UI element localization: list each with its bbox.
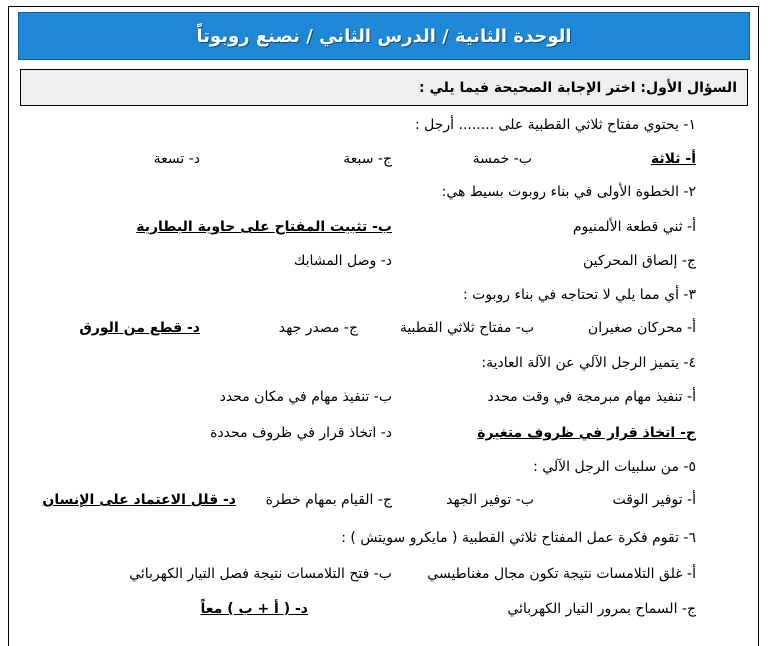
question-1: ١- يحتوي مفتاح ثلاثي القطبية على ........ أرجل : <box>414 117 696 133</box>
q3-option-c: ج- مصدر جهد <box>278 320 358 336</box>
q4-option-c: ج- اتخاذ قرار في ظروف متغيرة <box>477 425 696 441</box>
q6-option-b: ب- فتح التلامسات نتيجة فصل التيار الكهربائي <box>129 566 392 582</box>
lesson-banner <box>18 12 750 60</box>
q4-option-d: د- اتخاذ قرار في ظروف محددة <box>210 425 392 441</box>
q4-option-b: ب- تنفيذ مهام في مكان محدد <box>219 389 392 405</box>
q1-option-a: أ- ثلاثة <box>650 151 696 167</box>
q2-option-a: أ- ثني قطعة الألمنيوم <box>572 219 696 235</box>
q6-option-a: أ- غلق التلامسات نتيجة تكون مجال مغناطيسي <box>427 566 696 582</box>
q5-option-d: د- قلل الاعتماد على الإنسان <box>42 492 236 508</box>
section-title-box <box>20 69 748 106</box>
question-6: ٦- تقوم فكرة عمل المفتاح ثلاثي القطبية ( مايكرو سويتش ) : <box>341 530 696 546</box>
q1-option-c: ج- سبعة <box>343 151 392 167</box>
q5-option-a: أ- توفير الوقت <box>612 492 696 508</box>
q2-option-d: د- وصل المشابك <box>293 253 392 269</box>
question-3: ٣- أي مما يلي لا تحتاجه في بناء روبوت : <box>463 287 696 303</box>
section-title: السؤال الأول: اختر الإجابة الصحيحة فيما يلي : <box>419 79 737 96</box>
q3-option-d: د- قطع من الورق <box>79 320 200 336</box>
q3-option-b: ب- مفتاح ثلاثي القطبية <box>399 320 534 336</box>
q6-option-d: د- ( أ + ب ) معاً <box>200 601 308 617</box>
q1-option-d: د- تسعة <box>153 151 200 167</box>
question-4: ٤- يتميز الرجل الآلي عن الآلة العادية: <box>481 355 696 371</box>
question-2: ٢- الخطوة الأولى في بناء روبوت بسيط هي: <box>441 184 696 200</box>
q6-option-c: ج- السماح بمرور التيار الكهربائي <box>507 601 696 617</box>
lesson-title: الوحدة الثانية / الدرس الثاني / نصنع روبوتاً <box>196 25 572 47</box>
q3-option-a: أ- محركان صغيران <box>587 320 696 336</box>
q1-option-b: ب- خمسة <box>472 151 532 167</box>
q2-option-c: ج- إلصاق المحركين <box>583 253 696 269</box>
q5-option-c: ج- القيام بمهام خطرة <box>265 492 392 508</box>
question-5: ٥- من سلبيات الرجل الآلي : <box>533 459 696 475</box>
q2-option-b: ب- تثبيت المفتاح على حاوية البطارية <box>136 219 392 235</box>
q5-option-b: ب- توفير الجهد <box>446 492 534 508</box>
q4-option-a: أ- تنفيذ مهام مبرمجة في وقت محدد <box>487 389 696 405</box>
